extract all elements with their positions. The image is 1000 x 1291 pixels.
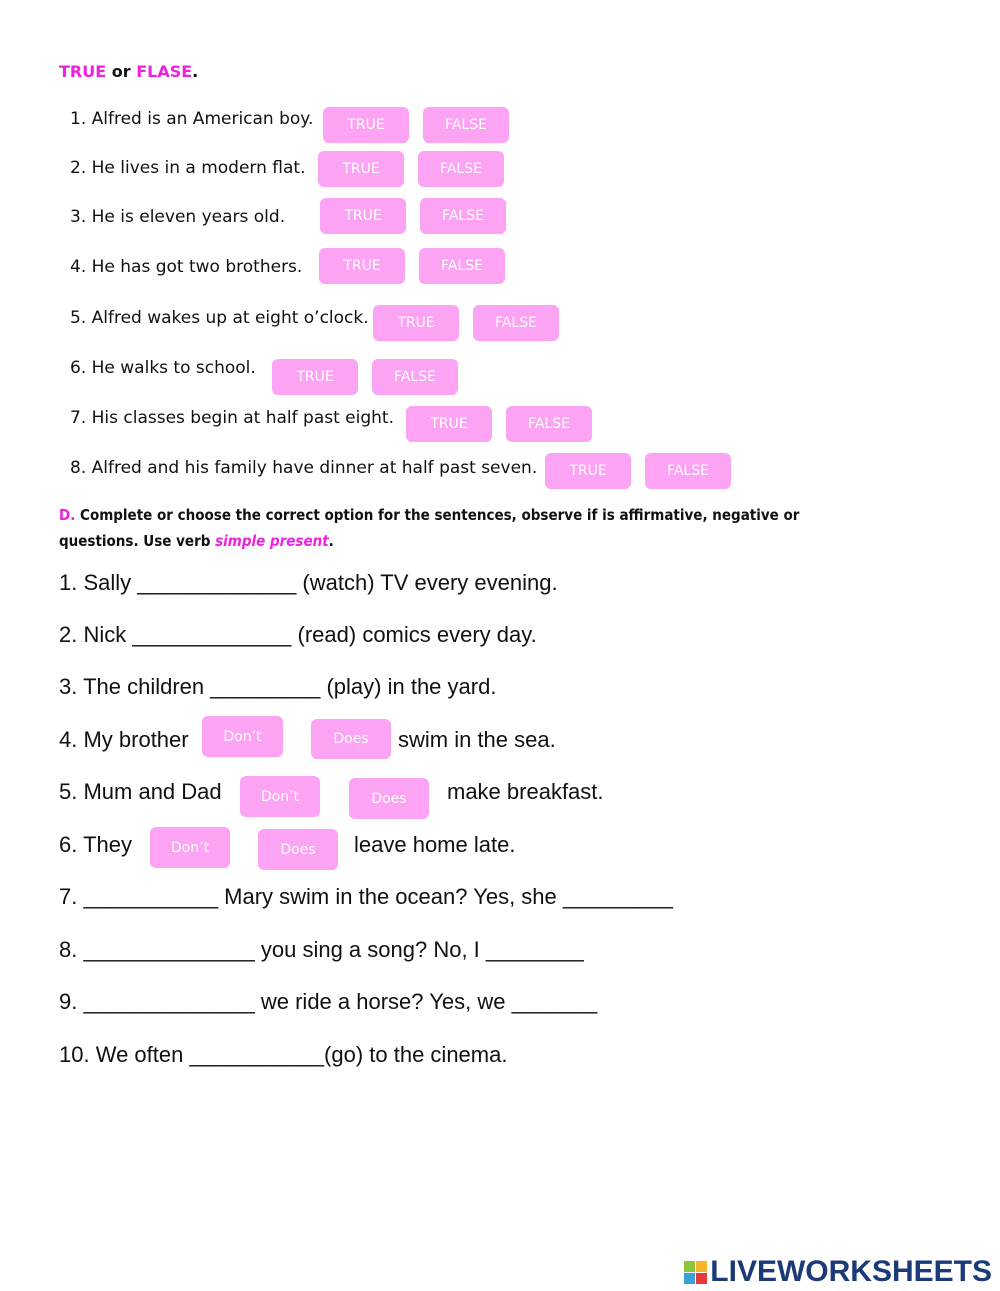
question-6-start: 6. They (59, 832, 132, 857)
tf-statement: 2. He lives in a modern flat. (70, 158, 306, 178)
instruction-text: questions. Use verb (59, 532, 216, 550)
q4-does-button[interactable]: Does (311, 719, 391, 759)
question-7[interactable]: 7. ___________ Mary swim in the ocean? Yes, she _________ (59, 884, 674, 909)
tf-false-button[interactable]: FALSE (419, 248, 505, 284)
section-letter: D. (59, 506, 76, 524)
tf-statement: 1. Alfred is an American boy. (70, 109, 314, 129)
tf-false-button[interactable]: FALSE (473, 305, 559, 341)
title-dot: . (192, 62, 199, 81)
question-4-end: swim in the sea. (398, 727, 556, 752)
logo-squares-icon (684, 1261, 707, 1284)
q5-does-button[interactable]: Does (349, 778, 429, 819)
question-6-end: leave home late. (354, 832, 516, 857)
tf-true-button[interactable]: TRUE (272, 359, 358, 395)
tf-false-button[interactable]: FALSE (645, 453, 731, 489)
q6-does-button[interactable]: Does (258, 829, 338, 870)
question-9[interactable]: 9. ______________ we ride a horse? Yes, we _______ (59, 989, 598, 1014)
question-2[interactable]: 2. Nick _____________ (read) comics every day. (59, 622, 537, 647)
title-or: or (106, 62, 137, 81)
tf-false-button[interactable]: FALSE (423, 107, 509, 143)
tf-true-button[interactable]: TRUE (318, 151, 404, 187)
section-title (59, 62, 198, 81)
instruction-emphasis: simple present (215, 532, 329, 550)
tf-true-button[interactable]: TRUE (320, 198, 406, 234)
tf-statement: 8. Alfred and his family have dinner at half past seven. (70, 458, 538, 478)
instruction-line-2 (59, 532, 334, 550)
question-1[interactable]: 1. Sally _____________ (watch) TV every evening. (59, 570, 558, 595)
tf-statement: 6. He walks to school. (70, 358, 256, 378)
logo-text: LIVEWORKSHEETS (710, 1255, 992, 1288)
question-5-end: make breakfast. (447, 779, 604, 804)
q5-dont-button[interactable]: Don’t (240, 776, 320, 817)
tf-statement: 7. His classes begin at half past eight. (70, 408, 394, 428)
q4-dont-button[interactable]: Don’t (202, 716, 283, 757)
tf-true-button[interactable]: TRUE (406, 406, 492, 442)
tf-true-button[interactable]: TRUE (545, 453, 631, 489)
question-3[interactable]: 3. The children _________ (play) in the yard. (59, 674, 497, 699)
q6-dont-button[interactable]: Don’t (150, 827, 230, 868)
instruction-text: Complete or choose the correct option for the sentences, observe if is affirmative, negative or (75, 506, 800, 524)
title-true: TRUE (59, 62, 107, 81)
tf-statement: 5. Alfred wakes up at eight o’clock. (70, 308, 369, 328)
question-4-start: 4. My brother (59, 727, 189, 752)
tf-statement: 3. He is eleven years old. (70, 207, 286, 227)
tf-false-button[interactable]: FALSE (420, 198, 506, 234)
tf-true-button[interactable]: TRUE (323, 107, 409, 143)
tf-false-button[interactable]: FALSE (506, 406, 592, 442)
question-10[interactable]: 10. We often ___________(go) to the cinema. (59, 1042, 508, 1067)
instruction-text: . (328, 532, 334, 550)
tf-true-button[interactable]: TRUE (319, 248, 405, 284)
question-5-start: 5. Mum and Dad (59, 779, 222, 804)
tf-false-button[interactable]: FALSE (418, 151, 504, 187)
liveworksheets-logo (684, 1255, 992, 1289)
question-8[interactable]: 8. ______________ you sing a song? No, I ________ (59, 937, 584, 962)
instruction-line-1 (59, 506, 799, 524)
tf-false-button[interactable]: FALSE (372, 359, 458, 395)
title-false: FLASE (136, 62, 193, 81)
tf-true-button[interactable]: TRUE (373, 305, 459, 341)
tf-statement: 4. He has got two brothers. (70, 257, 303, 277)
